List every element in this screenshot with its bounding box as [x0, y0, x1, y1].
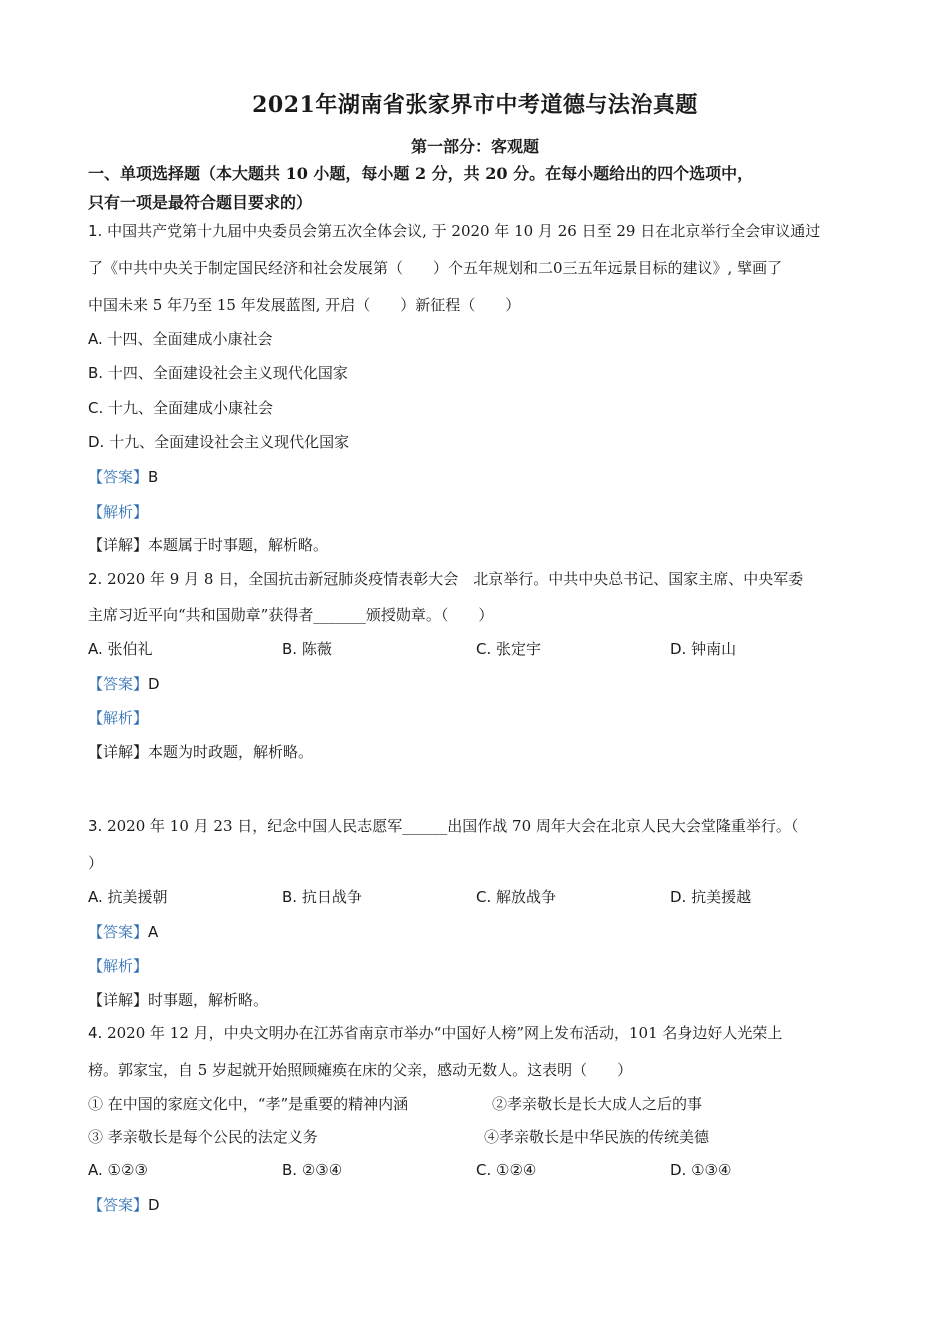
question-3-analysis: 【解析】 [88, 957, 149, 975]
question-3-option-b: B. 抗日战争 [282, 888, 362, 906]
question-1-detail: 【详解】本题属于时事题，解析略。 [88, 536, 329, 554]
question-4-statement-1: ① 在中国的家庭文化中，“孝”是重要的精神内涵 [88, 1095, 409, 1113]
question-4-statement-4: ④孝亲敬长是中华民族的传统美德 [484, 1128, 710, 1146]
question-4-statement-3: ③ 孝亲敬长是每个公民的法定义务 [88, 1128, 318, 1146]
question-2-analysis: 【解析】 [88, 709, 149, 727]
question-2-option-a: A. 张伯礼 [88, 640, 153, 658]
question-2-option-d: D. 钟南山 [670, 640, 737, 658]
question-3-option-d: D. 抗美援越 [670, 888, 752, 906]
question-1-option-d: D. 十九、全面建设社会主义现代化国家 [88, 433, 350, 451]
question-4-line1: 4. 2020 年 12 月，中央文明办在江苏省南京市举办“中国好人榜”网上发布活动，101 名身边好人光荣上 [88, 1024, 783, 1042]
question-1-line1: 1. 中国共产党第十九届中央委员会第五次全体会议, 于 2020 年 10 月 26 日至 29 日在北京举行全会审议通过 [88, 222, 821, 240]
question-1-option-b: B. 十四、全面建设社会主义现代化国家 [88, 364, 348, 382]
question-4-option-b: B. ②③④ [282, 1161, 343, 1179]
question-4-option-d: D. ①③④ [670, 1161, 732, 1179]
question-4-answer: 【答案】D [88, 1196, 160, 1214]
question-1-answer: 【答案】B [88, 468, 159, 486]
question-2-line2: 主席习近平向“共和国勋章”获得者_______颁授勋章。（ ） [88, 606, 494, 624]
question-2-option-b: B. 陈薇 [282, 640, 332, 658]
question-1-option-a: A. 十四、全面建成小康社会 [88, 330, 273, 348]
question-2-option-c: C. 张定宇 [476, 640, 542, 658]
question-1-line2: 了《中共中央关于制定国民经济和社会发展第（ ）个五年规划和二0三五年远景目标的建议》, 擘画了 [88, 259, 783, 277]
question-3-option-c: C. 解放战争 [476, 888, 557, 906]
question-4-statement-2: ②孝亲敬长是长大成人之后的事 [492, 1095, 703, 1113]
part-title: 第一部分：客观题 [410, 137, 539, 156]
question-4-option-c: C. ①②④ [476, 1161, 537, 1179]
question-2-detail: 【详解】本题为时政题，解析略。 [88, 743, 314, 761]
question-1-line3: 中国未来 5 年乃至 15 年发展蓝图, 开启（ ）新征程（ ） [88, 296, 521, 314]
question-3-detail: 【详解】时事题，解析略。 [88, 991, 269, 1009]
document-title: 2021年湖南省张家界市中考道德与法治真题 [252, 92, 698, 118]
question-3-option-a: A. 抗美援朝 [88, 888, 168, 906]
question-4-line2: 榜。郭家宝，自 5 岁起就开始照顾瘫痪在床的父亲，感动无数人。这表明（ ） [88, 1061, 633, 1079]
question-3-line1: 3. 2020 年 10 月 23 日，纪念中国人民志愿军______出国作战 70 周年大会在北京人民大会堂隆重举行。（ [88, 817, 799, 835]
section-heading-line2: 只有一项是最符合题目要求的） [88, 193, 313, 212]
question-1-option-c: C. 十九、全面建成小康社会 [88, 399, 274, 417]
question-3-answer: 【答案】A [88, 923, 159, 941]
section-heading-line1: 一、单项选择题（本大题共 10 小题，每小题 2 分，共 20 分。在每小题给出的四个选项中， [88, 164, 754, 183]
question-1-analysis: 【解析】 [88, 503, 149, 521]
question-4-option-a: A. ①②③ [88, 1161, 148, 1179]
question-2-line1: 2. 2020 年 9 月 8 日，全国抗击新冠肺炎疫情表彰大会 北京举行。中共中央总书记、国家主席、中央军委 [88, 570, 804, 588]
question-3-line2: ） [88, 854, 104, 872]
question-2-answer: 【答案】D [88, 675, 160, 693]
